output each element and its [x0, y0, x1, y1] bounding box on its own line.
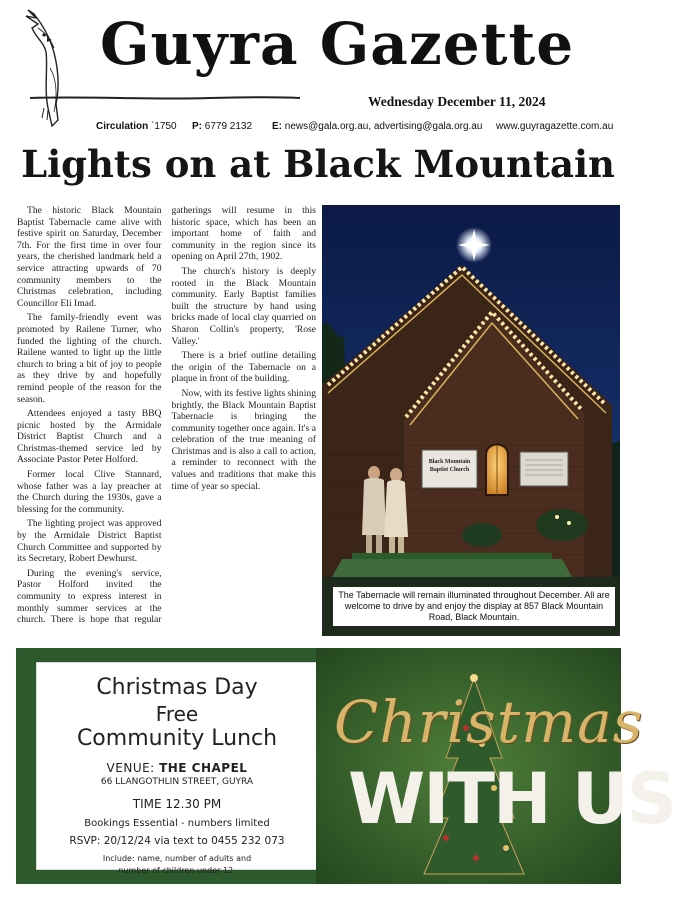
paper-name: Guyra Gazette	[100, 10, 575, 78]
article-paragraph: The lighting project was approved by the Armidale District Baptist Church Committee and supported by its Secretary, Robert Dewhurst.	[17, 518, 162, 565]
email-label: E:	[272, 121, 282, 132]
phone-number: 6779 2132	[204, 121, 253, 132]
circulation-label: Circulation	[96, 121, 149, 132]
headline: Lights on at Black Mountain	[21, 142, 615, 186]
article-paragraph: The church's history is deeply rooted in the Black Mountain community. Early Baptist families built the structure by hand using bricks made of local clay quarried on Sharon Collin's property, 'Rose Valley.'	[171, 265, 316, 347]
cockatoo-logo-icon	[14, 8, 96, 136]
ad-street: 66 LLANGOTHLIN STREET, GUYRA	[100, 777, 254, 787]
christmas-lunch-ad	[16, 648, 675, 884]
masthead	[0, 0, 636, 140]
ad-time: TIME 12.30 PM	[132, 797, 222, 811]
email	[272, 121, 482, 132]
article-paragraph: The historic Black Mountain Baptist Tabernacle came alive with festive spirit on Saturday, December 7th. For the first time in over four years, the cherished landmark held a service attracting upwards of 70 community members to the Christmas celebration, including Councillor Eli Imad.	[17, 205, 162, 309]
article-paragraph: There is a brief outline detailing the origin of the Tabernacle on a plaque in front of the building.	[171, 350, 316, 385]
article-body	[17, 205, 316, 630]
ad-art-bold: WITH US	[348, 758, 675, 840]
ad-art-script: Christmas	[334, 688, 644, 756]
ad-include-line-2: number of children under 12.	[118, 866, 236, 875]
article-paragraph: Attendees enjoyed a tasty BBQ picnic hosted by the Armidale District Baptist Church and a Christmas-themed service led by Associate Pastor Peter Holford.	[17, 408, 162, 466]
ad-rsvp: RSVP: 20/12/24 via text to 0455 232 073	[69, 835, 285, 847]
email-addresses[interactable]: news@gala.org.au, advertising@gala.org.au	[284, 121, 483, 132]
illuminated-church-image	[322, 205, 620, 636]
phone	[192, 121, 252, 132]
ad-artwork	[316, 648, 675, 884]
ad-title-line-1: Christmas Day	[96, 675, 258, 700]
ad-include-line-1: Include: name, number of adults and	[102, 854, 252, 863]
article-paragraph: Now, with its festive lights shining brightly, the Black Mountain Baptist Tabernacle is bringing the community together once again. It's a celebration of the true meaning of Christmas and is also a call to action, a reminder to reconnect with the values and traditions that make this time of year so special.	[171, 387, 316, 492]
circulation	[96, 121, 177, 132]
ad-bookings: Bookings Essential - numbers limited	[84, 818, 270, 829]
phone-label: P:	[192, 121, 202, 132]
circulation-value: `1750	[151, 121, 177, 132]
photo-caption: The Tabernacle will remain illuminated throughout December. All are welcome to drive by and enjoy the display at 857 Black Mountain Road, Black Mountain.	[333, 587, 615, 626]
venue-label: VENUE:	[106, 761, 155, 775]
venue-name: THE CHAPEL	[159, 761, 248, 775]
article-paragraph: Former local Clive Stannard, whose father was a lay preacher at the Church during the 1930s, gave a blessing for the community.	[17, 469, 162, 515]
ad-info-card	[36, 662, 318, 875]
ad-title-line-2: Free	[155, 702, 199, 726]
church-photo	[322, 205, 620, 636]
sign-line-1: Black Mountain	[428, 459, 471, 465]
issue-date: Wednesday December 11, 2024	[368, 94, 546, 109]
branch-divider	[30, 95, 300, 101]
website-link[interactable]: www.guyragazette.com.au	[496, 121, 614, 132]
ad-title-line-3: Community Lunch	[76, 726, 278, 751]
article-paragraph: During the evening's service, Pastor Holford invited the community to express interest in monthly summer services at the church. There is hope that regular gatherings will resume in this historic space, which has been an important home of faith and community in the region since its opening on April 27th, 1902.	[17, 205, 316, 626]
ad-venue	[37, 761, 317, 775]
sign-line-2: Baptist Church	[429, 467, 470, 473]
article-paragraph: The family-friendly event was promoted by Railene Turner, who funded the lighting of the church. Railene wanted to light up the little church to bring a bit of joy to people as they drive by and hopefully remind people of the reason for the season.	[17, 312, 162, 405]
